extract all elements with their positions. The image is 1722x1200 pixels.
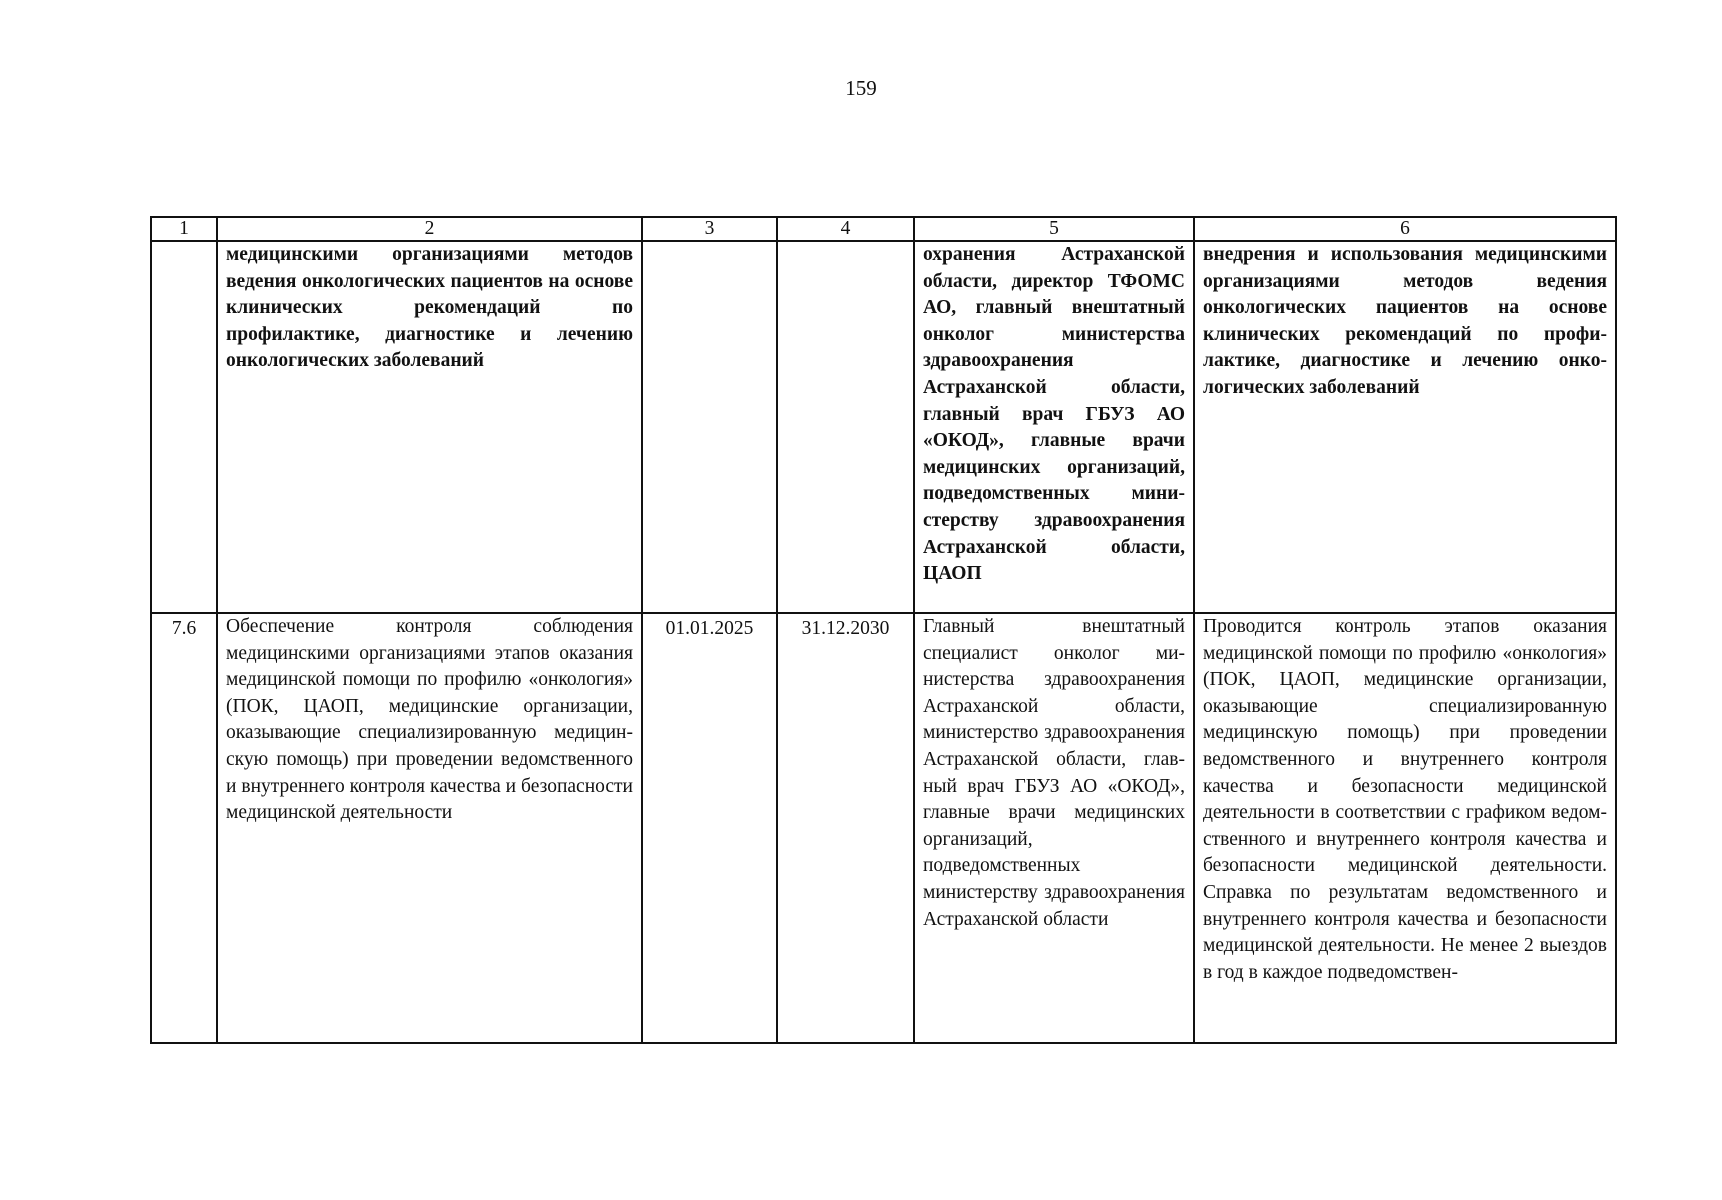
end-date-cell: 31.12.2030 [777,613,914,1043]
row-number-cell [151,241,217,613]
responsible-cell: охранения Астраханской области, директор ТФОМС АО, главный внештатный онколог министерства здравоохранения Астраханской области, главный врач ГБУЗ АО «ОКОД», главные врачи медицинских организаций, подведомственных министерству здравоохранения Астраханской области, ЦАОП [914,241,1194,613]
end-date-cell [777,241,914,613]
start-date-cell [642,241,777,613]
column-number-6: 6 [1194,217,1616,241]
result-cell: внедрения и использования медицинскими организациями методов ведения онкологических пациентов на основе клинических рекомендаций по профилактике, диагностике и лечению онкологических заболеваний [1194,241,1616,613]
start-date-cell: 01.01.2025 [642,613,777,1043]
result-cell: Проводится контроль этапов оказания медицинской помощи по профилю «онкология» (ПОК, ЦАОП, медицинские организации, оказывающие специализированную медицинскую помощь) при проведении ведомственного и внутреннего контроля качества и безопасности медицинской деятельности в соответствии с графиком ведомственного и внутреннего контроля качества и безопасности медицинской деятельности. Справка по результатам ведомственного и внутреннего контроля качества и безопасности медицинской деятельности. Не менее 2 выездов в год в каждое подведомствен- [1194,613,1616,1043]
column-number-5: 5 [914,217,1194,241]
responsible-cell: Главный внештатный специалист онколог министерства здравоохранения Астраханской области, министерство здравоохранения Астраханской области, главный врач ГБУЗ АО «ОКОД», главные врачи медицинских организаций, подведомственных министерству здравоохранения Астраханской области [914,613,1194,1043]
table-row [151,613,1616,1043]
measure-description-cell: медицинскими организациями методов ведения онкологических пациентов на основе клинических рекомендаций по профилактике, диагностике и лечению онкологических заболеваний [217,241,642,613]
column-number-2: 2 [217,217,642,241]
table-header-row [151,217,1616,241]
plan-table [150,216,1617,1044]
column-number-3: 3 [642,217,777,241]
page-number: 159 [845,76,877,100]
measure-description-cell: Обеспечение контроля соблюдения медицинскими организациями этапов оказания медицинской помощи по профилю «онкология» (ПОК, ЦАОП, медицинские организации, оказывающие специализированную медицинскую помощь) при проведении ведомственного и внутреннего контроля качества и безопасности медицинской деятельности [217,613,642,1043]
row-number-cell: 7.6 [151,613,217,1043]
table-row [151,241,1616,613]
column-number-1: 1 [151,217,217,241]
column-number-4: 4 [777,217,914,241]
